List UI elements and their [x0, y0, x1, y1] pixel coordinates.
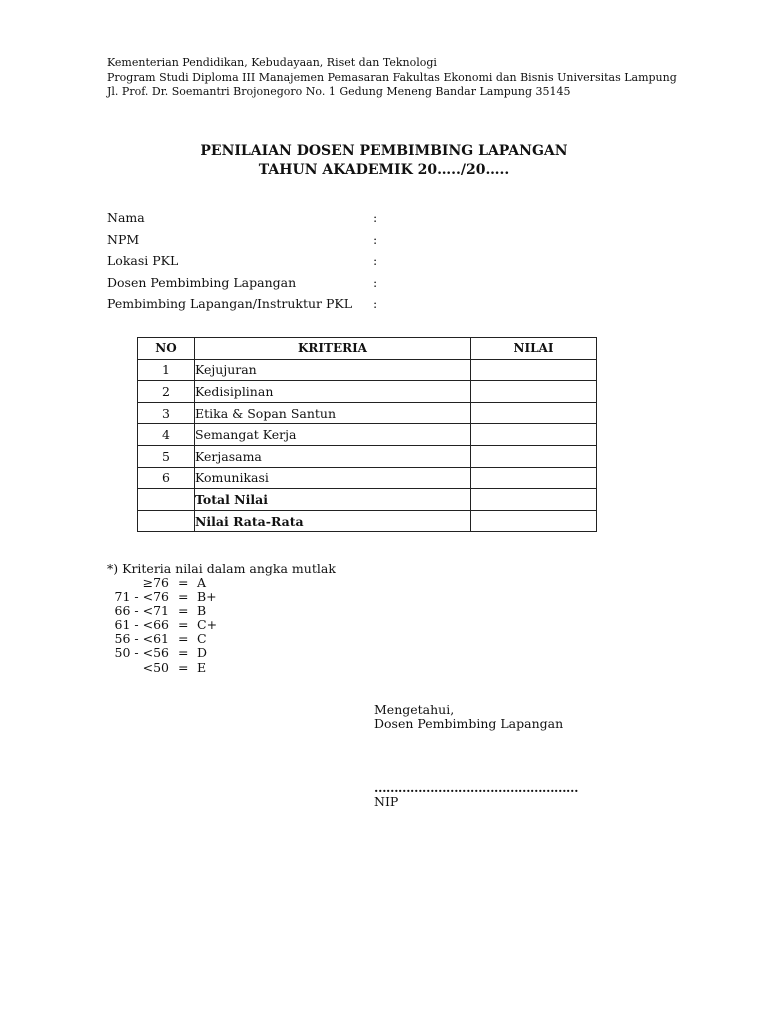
- scale-range: 71 - <76: [114, 589, 169, 605]
- scale-equals: =: [178, 603, 189, 619]
- assessment-table: [137, 337, 597, 532]
- total-label: Total Nilai: [195, 489, 471, 511]
- header-no: NO: [138, 338, 195, 360]
- signature-line: ……………………………………………: [374, 780, 578, 795]
- scale-equals: =: [178, 631, 189, 647]
- row-no: 6: [138, 467, 195, 489]
- scale-equals: =: [178, 589, 189, 605]
- field-label: NPM: [107, 231, 140, 247]
- row-kriteria: Kerjasama: [195, 445, 471, 467]
- scale-grade: A: [197, 575, 207, 590]
- row-nilai-cell[interactable]: [471, 467, 597, 489]
- row-no: 4: [138, 424, 195, 446]
- average-nilai-cell[interactable]: [471, 510, 597, 532]
- field-colon: :: [373, 253, 378, 268]
- field-colon: :: [373, 210, 378, 225]
- row-nilai-cell[interactable]: [471, 445, 597, 467]
- field-label: Pembimbing Lapangan/Instruktur PKL: [107, 296, 353, 311]
- scale-range: 50 - <56: [114, 645, 169, 661]
- average-row: [138, 510, 597, 532]
- row-kriteria: Kedisiplinan: [195, 381, 471, 403]
- row-no: 5: [138, 445, 195, 467]
- row-kriteria: Kejujuran: [195, 359, 471, 381]
- scale-range: 61 - <66: [114, 617, 169, 633]
- field-colon: :: [373, 296, 378, 311]
- row-nilai-cell[interactable]: [471, 402, 597, 424]
- average-label: Nilai Rata-Rata: [195, 510, 471, 532]
- table-row: [138, 424, 597, 446]
- scale-grade: B+: [197, 589, 217, 605]
- table-row: [138, 445, 597, 467]
- scale-grade: B: [197, 603, 207, 619]
- nip-label: NIP: [374, 794, 399, 809]
- field-label: Nama: [107, 210, 145, 225]
- scale-equals: =: [178, 659, 189, 675]
- scale-equals: =: [178, 645, 189, 661]
- row-kriteria: Komunikasi: [195, 467, 471, 489]
- document-title: PENILAIAN DOSEN PEMBIMBING LAPANGAN: [200, 143, 568, 159]
- field-label: Lokasi PKL: [107, 253, 179, 268]
- row-nilai-cell[interactable]: [471, 424, 597, 446]
- row-nilai-cell[interactable]: [471, 381, 597, 403]
- scale-grade: D: [197, 645, 208, 661]
- total-no-cell: [138, 489, 195, 511]
- total-nilai-cell[interactable]: [471, 489, 597, 511]
- scale-range: ≥76: [142, 575, 169, 590]
- row-no: 3: [138, 402, 195, 424]
- field-colon: :: [373, 274, 378, 290]
- table-row: [138, 359, 597, 381]
- scale-range: <50: [142, 659, 169, 675]
- average-no-cell: [138, 510, 195, 532]
- row-nilai-cell[interactable]: [471, 359, 597, 381]
- table-row: [138, 381, 597, 403]
- row-kriteria: Etika & Sopan Santun: [195, 402, 471, 424]
- scale-range: 66 - <71: [114, 603, 169, 619]
- scale-grade: C+: [197, 617, 218, 633]
- header-nilai: NILAI: [471, 338, 597, 360]
- address: Jl. Prof. Dr. Soemantri Brojonegoro No. 1 Gedung Meneng Bandar Lampung 35145: [107, 85, 571, 98]
- row-kriteria: Semangat Kerja: [195, 424, 471, 446]
- total-row: [138, 489, 597, 511]
- field-colon: :: [373, 231, 378, 247]
- academic-year-title: TAHUN AKADEMIK 20…../20…..: [258, 162, 510, 178]
- field-label: Dosen Pembimbing Lapangan: [107, 274, 297, 290]
- row-no: 1: [138, 359, 195, 381]
- scale-grade: E: [197, 659, 207, 675]
- scale-equals: =: [178, 575, 189, 590]
- letterhead: [107, 56, 677, 100]
- table-header-row: [138, 338, 597, 360]
- table-row: [138, 467, 597, 489]
- row-no: 2: [138, 381, 195, 403]
- criteria-note: *) Kriteria nilai dalam angka mutlak: [107, 561, 336, 576]
- scale-range: 56 - <61: [114, 631, 169, 647]
- program-name: Program Studi Diploma III Manajemen Pemasaran Fakultas Ekonomi dan Bisnis Universitas Lampung: [107, 70, 677, 84]
- signer-role: Dosen Pembimbing Lapangan: [374, 716, 564, 731]
- scale-grade: C: [197, 631, 207, 647]
- acknowledgement-label: Mengetahui,: [374, 702, 455, 717]
- ministry-name: Kementerian Pendidikan, Kebudayaan, Riset dan Teknologi: [107, 56, 437, 69]
- scale-equals: =: [178, 617, 189, 633]
- table-row: [138, 402, 597, 424]
- header-kriteria: KRITERIA: [195, 338, 471, 360]
